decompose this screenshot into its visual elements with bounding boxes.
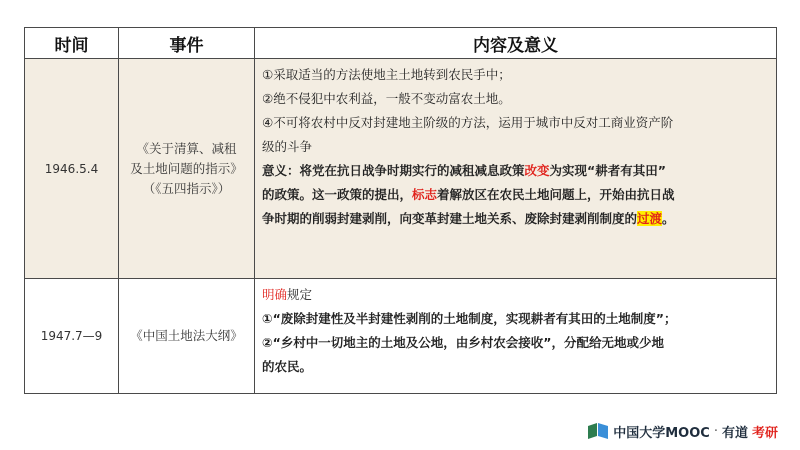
intro-text: 规定 bbox=[287, 287, 313, 302]
significance-emphasis: 标志 bbox=[412, 187, 438, 202]
row2-intro bbox=[262, 283, 769, 307]
logo-brand-a: 有道 bbox=[721, 425, 748, 441]
row1-item: ④不可将农村中反对封建地主阶级的方法，运用于城市中反对工商业资产阶 bbox=[262, 115, 674, 130]
row2-content bbox=[255, 279, 777, 394]
row1-event bbox=[119, 59, 255, 279]
logo-text: 中国大学MOOC bbox=[613, 425, 710, 441]
logo-separator: · bbox=[713, 423, 718, 439]
mooc-logo-icon bbox=[587, 423, 609, 439]
row1-item: ②绝不侵犯中农利益，一般不变动富农土地。 bbox=[262, 91, 511, 106]
row1-item: ①采取适当的方法使地主土地转到农民手中； bbox=[262, 67, 511, 82]
history-table bbox=[24, 27, 777, 394]
intro-emphasis: 明确 bbox=[262, 287, 288, 302]
header-row bbox=[25, 28, 777, 59]
significance-emphasis: 改变 bbox=[524, 163, 550, 178]
row1-content bbox=[255, 59, 777, 279]
significance-text: 争时期的削弱封建剥削，向变革封建土地关系、废除封建剥削制度的 bbox=[262, 211, 638, 226]
row1-item: 级的斗争 bbox=[262, 139, 313, 154]
significance-text: 意义：将党在抗日战争时期实行的减租减息政策 bbox=[262, 163, 525, 178]
significance-text: 着解放区在农民土地问题上，开始由抗日战 bbox=[437, 187, 675, 202]
table-row bbox=[25, 59, 777, 279]
row2-line: ②“乡村中一切地主的土地及公地，由乡村农会接收”，分配给无地或少地 bbox=[262, 335, 665, 350]
header-time: 时间 bbox=[25, 28, 119, 59]
significance-text: 的政策。这一政策的提出， bbox=[262, 187, 413, 202]
significance-text: 为实现“耕者有其田” bbox=[549, 163, 666, 178]
row1-significance bbox=[262, 159, 769, 183]
row2-line: 的农民。 bbox=[262, 359, 313, 374]
row1-significance bbox=[262, 207, 769, 231]
row2-time: 1947.7—9 bbox=[25, 279, 119, 394]
row2-line: ①“废除封建性及半封建性剥削的土地制度，实现耕者有其田的土地制度”； bbox=[262, 311, 677, 326]
row1-significance bbox=[262, 183, 769, 207]
significance-highlight: 过渡 bbox=[637, 211, 663, 226]
row1-time: 1946.5.4 bbox=[25, 59, 119, 279]
table-row bbox=[25, 279, 777, 394]
row2-event: 《中国土地法大纲》 bbox=[119, 279, 255, 394]
brand-logo bbox=[587, 421, 778, 441]
header-content: 内容及意义 bbox=[255, 28, 777, 59]
header-event: 事件 bbox=[119, 28, 255, 59]
row1-event-line: （《五四指示》） bbox=[142, 180, 231, 196]
row1-event-line: 《关于清算、减租 bbox=[136, 140, 237, 156]
logo-brand-b: 考研 bbox=[751, 425, 778, 441]
row1-event-line: 及土地问题的指示》 bbox=[130, 160, 243, 176]
significance-text: 。 bbox=[662, 211, 675, 226]
